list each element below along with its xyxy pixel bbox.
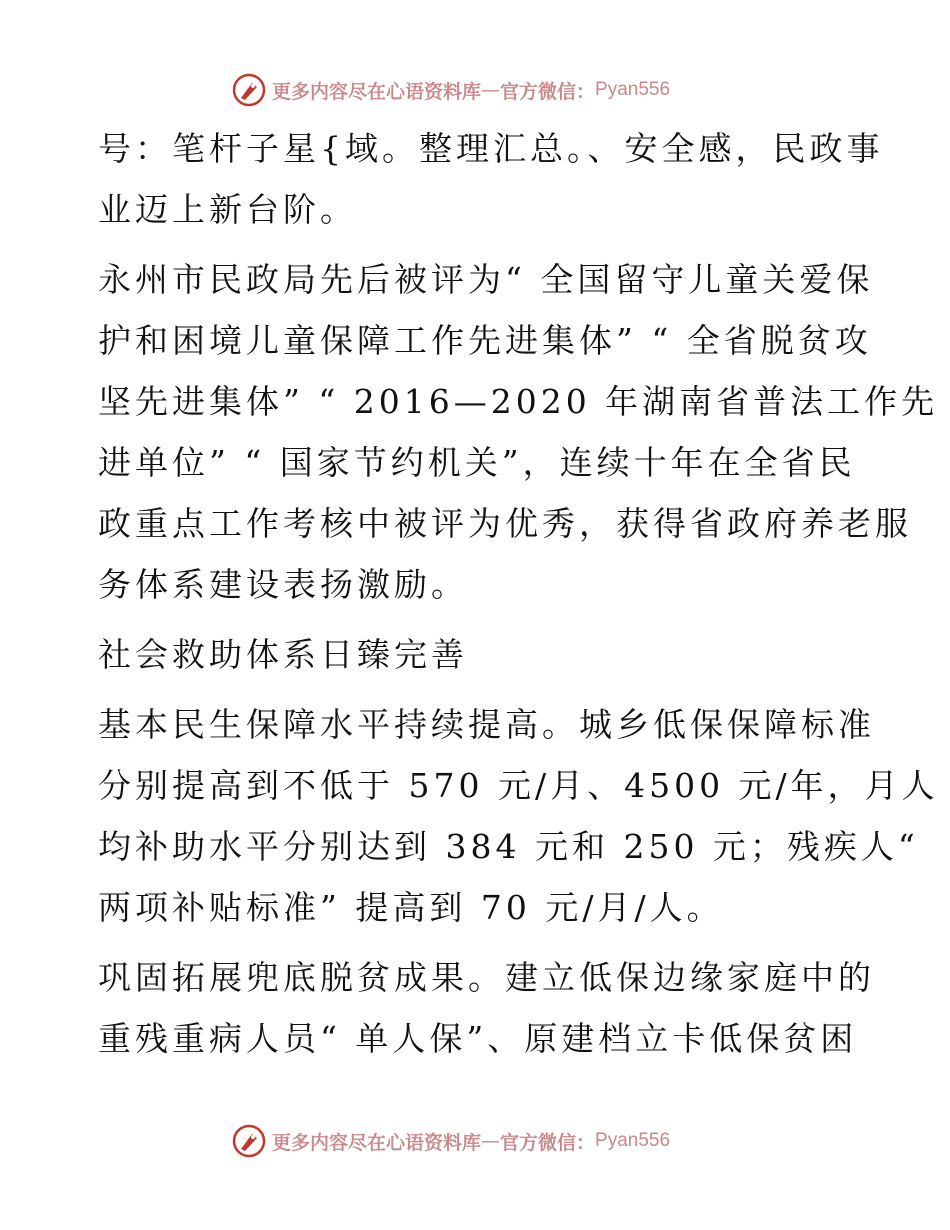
pen-nib-logo-icon: [232, 1124, 266, 1158]
text-line: 巩固拓展兜底脱贫成果。建立低保边缘家庭中的: [98, 958, 875, 997]
banner-main-text: 更多内容尽在心语资料库: [272, 80, 482, 103]
text-line: 永州市民政局先后被评为“ 全国留守儿童关爱保: [98, 260, 874, 299]
paragraph: [98, 694, 939, 938]
text-line: 务体系建设表扬激励。: [98, 565, 468, 604]
text-line: 号：笔杆子星{域。整理汇总。、安全感，民政事: [98, 129, 884, 168]
text-line: 政重点工作考核中被评为优秀，获得省政府养老服: [98, 504, 912, 543]
header-banner: [232, 72, 670, 108]
banner-wechat-id: Pyan556: [595, 79, 671, 100]
banner-dash: —: [481, 79, 501, 101]
section-heading: [98, 624, 858, 685]
text-line: 分别提高到不低于 570 元/月、4500 元/年，月人: [98, 766, 939, 805]
paragraph: [98, 249, 939, 615]
text-line: 基本民生保障水平持续提高。城乡低保保障标准: [98, 705, 875, 744]
pen-nib-logo-icon: [232, 73, 266, 107]
banner-official-label: 官方微信：: [500, 1131, 596, 1154]
paragraph: [98, 947, 875, 1069]
text-line: 业迈上新台阶。: [98, 190, 357, 229]
banner-wechat-id: Pyan556: [595, 1130, 671, 1151]
text-line: 护和困境儿童保障工作先进集体” “ 全省脱贫攻: [98, 321, 872, 360]
paragraph: [98, 118, 884, 240]
text-line: 均补助水平分别达到 384 元和 250 元；残疾人“: [98, 827, 919, 866]
text-line: 坚先进集体” “ 2016—2020 年湖南省普法工作先: [98, 382, 939, 421]
banner-main-text: 更多内容尽在心语资料库: [272, 1131, 482, 1154]
text-line: 两项补贴标准” 提高到 70 元/月/人。: [98, 888, 724, 927]
footer-banner: [232, 1123, 670, 1159]
banner-dash: —: [481, 1130, 501, 1152]
text-line: 进单位” “ 国家节约机关”，连续十年在全省民: [98, 443, 856, 482]
text-line: 重残重病人员“ 单人保”、原建档立卡低保贫困: [98, 1019, 858, 1058]
banner-official-label: 官方微信：: [500, 80, 596, 103]
text-line: 社会救助体系日臻完善: [98, 635, 468, 674]
document-body: [98, 118, 939, 1078]
